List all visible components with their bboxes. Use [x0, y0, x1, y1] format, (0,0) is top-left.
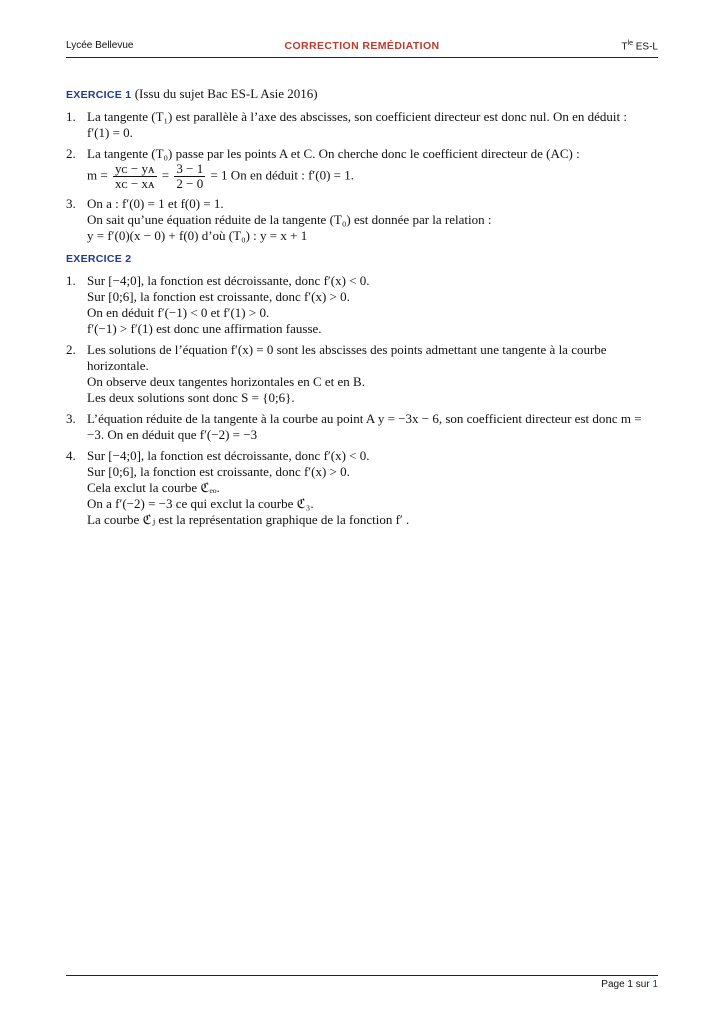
item-line: y = f′(0)(x − 0) + f(0) d’où (T₀) : y = x + 1	[87, 228, 308, 243]
exercise-1-heading	[66, 86, 658, 103]
item-line: On sait qu’une équation réduite de la tangente (T₀) est donnée par la relation :	[87, 212, 492, 227]
exercise-2-heading	[66, 250, 658, 267]
item-line: On a f′(−2) = −3 ce qui exclut la courbe ℭ₃.	[87, 496, 314, 511]
exercise-1-subtitle: (Issu du sujet Bac ES-L Asie 2016)	[134, 86, 318, 101]
item-line: Les solutions de l’équation f′(x) = 0 sont les abscisses des points admettant une tangente à la courbe horizontale.	[87, 342, 607, 373]
exercise-2-item-3	[66, 411, 658, 443]
fraction-denominator: 2 − 0	[176, 176, 204, 191]
m-prefix: m =	[87, 167, 108, 183]
fraction-numerator: 3 − 1	[176, 161, 204, 176]
exercise-2-item-2	[66, 342, 658, 406]
item-line: Sur [−4;0], la fonction est décroissante, donc f′(x) < 0.	[87, 273, 370, 288]
item-line: f′(1) = 0.	[87, 125, 133, 140]
exercise-2-item-4	[66, 448, 658, 528]
document-title: CORRECTION REMÉDIATION	[284, 40, 440, 52]
item-line: On observe deux tangentes horizontales en C et en B.	[87, 374, 365, 389]
item-number: 3.	[66, 196, 76, 211]
fraction-denominator: xᴄ − xᴀ	[114, 176, 155, 191]
exercise-1-item-1	[66, 109, 658, 141]
item-number: 2.	[66, 146, 76, 161]
class-level-sup: le	[627, 40, 633, 47]
page-header	[66, 40, 658, 56]
page-indicator: Page 1 sur	[601, 979, 653, 990]
item-line: f′(−1) > f′(1) est donc une affirmation fausse.	[87, 321, 322, 336]
item-line: On a : f′(0) = 1 et f(0) = 1.	[87, 196, 224, 211]
footer-rule	[66, 975, 658, 976]
exercise-1-item-3	[66, 196, 658, 244]
fraction-values	[174, 162, 205, 191]
item-line: L’équation réduite de la tangente à la courbe au point A y = −3x − 6, son coefficient directeur est donc m = −3. On en déduit que f′(−2) = −3	[87, 411, 642, 442]
exercise-1-list	[66, 109, 658, 244]
item-line: La tangente (T₀) passe par les points A et C. On cherche donc le coefficient directeur de (AC) :	[87, 146, 580, 161]
exercise-2-list	[66, 273, 658, 528]
formula-result: = 1 On en déduit : f′(0) = 1.	[210, 167, 354, 183]
exercise-1-label: EXERCICE 1	[66, 89, 132, 101]
item-line: La tangente (T₁) est parallèle à l’axe des abscisses, son coefficient directeur est donc nul. On en déduit :	[87, 109, 627, 124]
exercise-2-label: EXERCICE 2	[66, 253, 132, 265]
page-footer	[601, 979, 658, 990]
page-total: 1	[652, 979, 658, 990]
header-rule	[66, 57, 658, 58]
item-line: On en déduit f′(−1) < 0 et f′(1) > 0.	[87, 305, 270, 320]
main-content	[66, 86, 658, 534]
slope-formula	[87, 162, 658, 191]
fraction-numerator: yᴄ − yᴀ	[114, 161, 155, 176]
item-number: 2.	[66, 342, 76, 357]
item-line: Sur [0;6], la fonction est croissante, donc f′(x) > 0.	[87, 289, 350, 304]
item-line: Cela exclut la courbe ℭₑₒ.	[87, 480, 220, 495]
fraction-coordinates	[113, 162, 157, 191]
exercise-1-item-2	[66, 146, 658, 191]
item-number: 1.	[66, 109, 76, 124]
class-level-T: T	[621, 41, 628, 53]
equals-sign: =	[161, 167, 170, 183]
class-level-rest: ES-L	[632, 41, 658, 53]
item-line: La courbe ℭⱼ est la représentation graphique de la fonction f′ .	[87, 512, 410, 527]
item-line: Sur [−4;0], la fonction est décroissante, donc f′(x) < 0.	[87, 448, 370, 463]
item-line: Sur [0;6], la fonction est croissante, donc f′(x) > 0.	[87, 464, 350, 479]
item-number: 4.	[66, 448, 76, 463]
exercise-2-item-1	[66, 273, 658, 337]
item-number: 1.	[66, 273, 76, 288]
school-name: Lycée Bellevue	[66, 40, 134, 51]
class-level	[621, 40, 658, 52]
item-line: Les deux solutions sont donc S = {0;6}.	[87, 390, 295, 405]
item-number: 3.	[66, 411, 76, 426]
